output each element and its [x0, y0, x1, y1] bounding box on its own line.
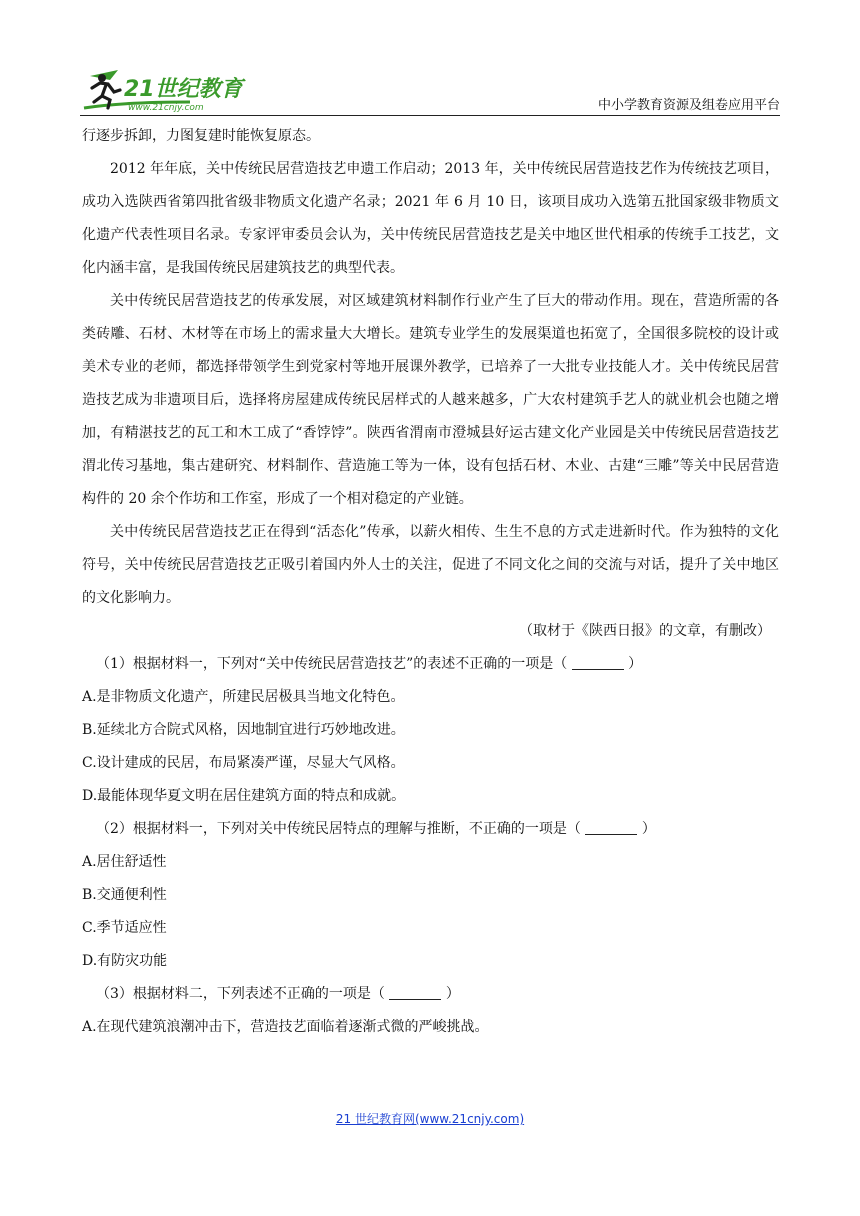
- question-stem: [82, 648, 779, 681]
- question-text: （3）根据材料二，下列表述不正确的一项是（: [96, 986, 385, 1002]
- option-item: B.延续北方合院式风格，因地制宜进行巧妙地改进。: [82, 722, 405, 738]
- option-item: D.最能体现华夏文明在居住建筑方面的特点和成就。: [82, 788, 406, 804]
- question-close: ）: [641, 821, 656, 837]
- option-item: B.交通便利性: [82, 887, 167, 903]
- header-divider: [80, 115, 780, 116]
- page-footer: [0, 1110, 860, 1127]
- question-close: ）: [628, 656, 643, 672]
- question-stem: [82, 813, 779, 846]
- paragraph: 关中传统民居营造技艺的传承发展，对区域建筑材料制作行业产生了巨大的带动作用。现在，营造所需的各类砖雕、石材、木材等在市场上的需求量大大增长。建筑专业学生的发展渠道也拓宽了，全国很多院校的设计或美术专业的老师，都选择带领学生到党家村等地开展课外教学，已培养了一大批专业技能人才。关中传统民居营造技艺成为非遗项目后，选择将房屋建成传统民居样式的人越来越多，广大农村建筑手艺人的就业机会也随之增加，有精湛技艺的瓦工和木工成了“香饽饽”。陕西省渭南市澄城县好运古建文化产业园是关中传统民居营造技艺渭北传习基地，集古建研究、材料制作、营造施工等为一体，设有包括石材、木业、古建“三雕”等关中民居营造构件的 20 余个作坊和工作室，形成了一个相对稳定的产业链。: [82, 293, 779, 507]
- option-item: A.居住舒适性: [82, 854, 167, 870]
- answer-blank[interactable]: [572, 655, 624, 670]
- paragraph-continued: 行逐步拆卸，力图复建时能恢复原态。: [82, 128, 320, 144]
- footer-link[interactable]: 21 世纪教育网(www.21cnjy.com): [335, 1112, 525, 1126]
- logo-text: 21世纪教育: [124, 77, 243, 102]
- paragraph: 关中传统民居营造技艺正在得到“活态化”传承，以薪火相传、生生不息的方式走进新时代。作为独特的文化符号，关中传统民居营造技艺正吸引着国内外人士的关注，促进了不同文化之间的交流与对话，提升了关中地区的文化影响力。: [82, 524, 779, 606]
- question-stem: [82, 978, 779, 1011]
- paragraph: 2012 年年底，关中传统民居营造技艺申遗工作启动；2013 年，关中传统民居营造技艺作为传统技艺项目，成功入选陕西省第四批省级非物质文化遗产名录；2021 年 6 月 10 日，该项目成功入选第五批国家级非物质文化遗产代表性项目名录。专家评审委员会认为，关中传统民居营造技艺是关中地区世代相承的传统手工技艺，文化内涵丰富，是我国传统民居建筑技艺的典型代表。: [82, 161, 779, 276]
- option-item: A.在现代建筑浪潮冲击下，营造技艺面临着逐渐式微的严峻挑战。: [82, 1019, 489, 1035]
- logo-url-text: www.21cnjy.com: [128, 103, 204, 113]
- site-logo[interactable]: [80, 68, 255, 114]
- platform-title: 中小学教育资源及组卷应用平台: [597, 98, 780, 113]
- question-text: （2）根据材料一，下列对关中传统民居特点的理解与推断，不正确的一项是（: [96, 821, 581, 837]
- runner-logo-icon: [80, 68, 255, 114]
- answer-blank[interactable]: [389, 985, 441, 1000]
- document-body: [82, 120, 779, 1044]
- page-header: [80, 62, 780, 116]
- question-text: （1）根据材料一，下列对“关中传统民居营造技艺”的表述不正确的一项是（: [96, 656, 568, 672]
- option-item: A.是非物质文化遗产，所建民居极具当地文化特色。: [82, 689, 405, 705]
- answer-blank[interactable]: [585, 820, 637, 835]
- question-close: ）: [445, 986, 460, 1002]
- option-item: D.有防灾功能: [82, 953, 168, 969]
- option-item: C.设计建成的民居，布局紧凑严谨，尽显大气风格。: [82, 755, 405, 771]
- source-citation: （取材于《陕西日报》的文章，有删改）: [519, 623, 771, 639]
- option-item: C.季节适应性: [82, 920, 167, 936]
